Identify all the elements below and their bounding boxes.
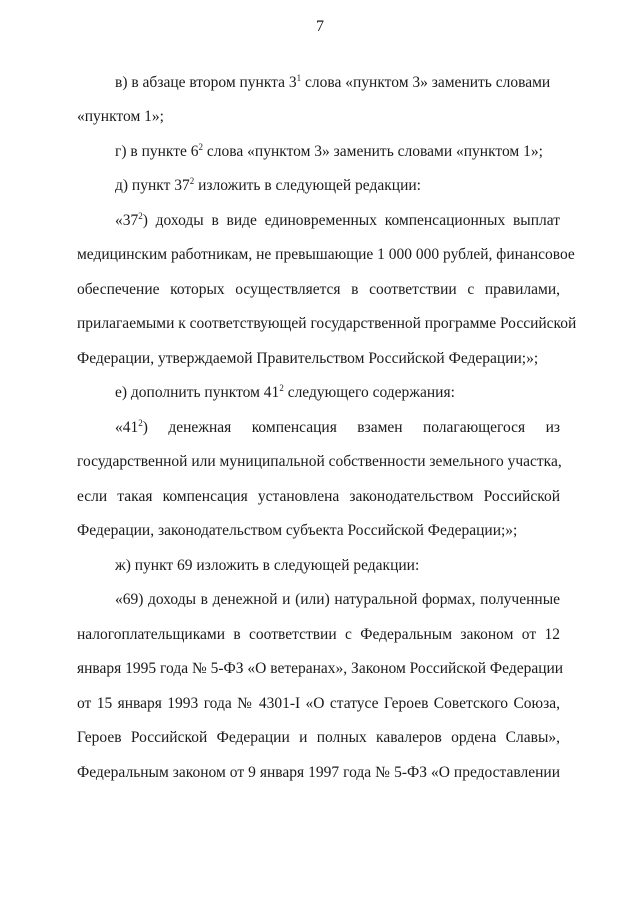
paragraph-line: Федерации, утверждаемой Правительством Российской Федерации;»;: [77, 350, 539, 367]
paragraph-line: «69) доходы в денежной и (или) натуральной формах, полученные: [115, 591, 560, 608]
paragraph-line: Федерации, законодательством субъекта Российской Федерации;»;: [77, 522, 518, 539]
paragraph-line: «$37^2$) доходы в виде единовременных компенсационных выплат: [115, 211, 560, 229]
paragraph-line: обеспечение которых осуществляется в соответствии с правилами,: [77, 281, 560, 298]
paragraph-line: медицинским работникам, не превышающие 1 000 000 рублей, финансовое: [77, 246, 575, 263]
paragraph-line: налогоплательщиками в соответствии с Федеральным законом от 12: [77, 626, 560, 643]
page-number: 7: [316, 18, 324, 35]
paragraph-line: г) в пункте $6^2$ слова «пунктом 3» заменить словами «пунктом 1»;: [115, 142, 543, 160]
paragraph-line: января 1995 года № 5-ФЗ «О ветеранах», Законом Российской Федерации: [77, 660, 564, 677]
paragraph-line: ж) пункт 69 изложить в следующей редакции:: [115, 557, 420, 574]
paragraph-line: от 15 января 1993 года № 4301-I «О статусе Героев Советского Союза,: [77, 695, 560, 712]
paragraph-line: е) дополнить пунктом $41^2$ следующего содержания:: [115, 383, 455, 401]
paragraph-line: прилагаемыми к соответствующей государственной программе Российской: [77, 315, 577, 332]
paragraph-line: государственной или муниципальной собственности земельного участка,: [77, 453, 562, 470]
paragraph-line: если такая компенсация установлена законодательством Российской: [77, 488, 560, 505]
paragraph-line: Федеральным законом от 9 января 1997 года № 5-ФЗ «О предоставлении: [77, 764, 560, 781]
paragraph-line: Героев Российской Федерации и полных кавалеров ордена Славы»,: [77, 729, 560, 746]
paragraph-line: «$41^2$) денежная компенсация взамен полагающегося из: [115, 418, 560, 436]
paragraph-line: д) пункт $37^2$ изложить в следующей редакции:: [115, 176, 421, 194]
paragraph-line: «пунктом 1»;: [77, 108, 164, 125]
paragraph-line: в) в абзаце втором пункта $3^1$ слова «пунктом 3» заменить словами: [115, 73, 551, 91]
